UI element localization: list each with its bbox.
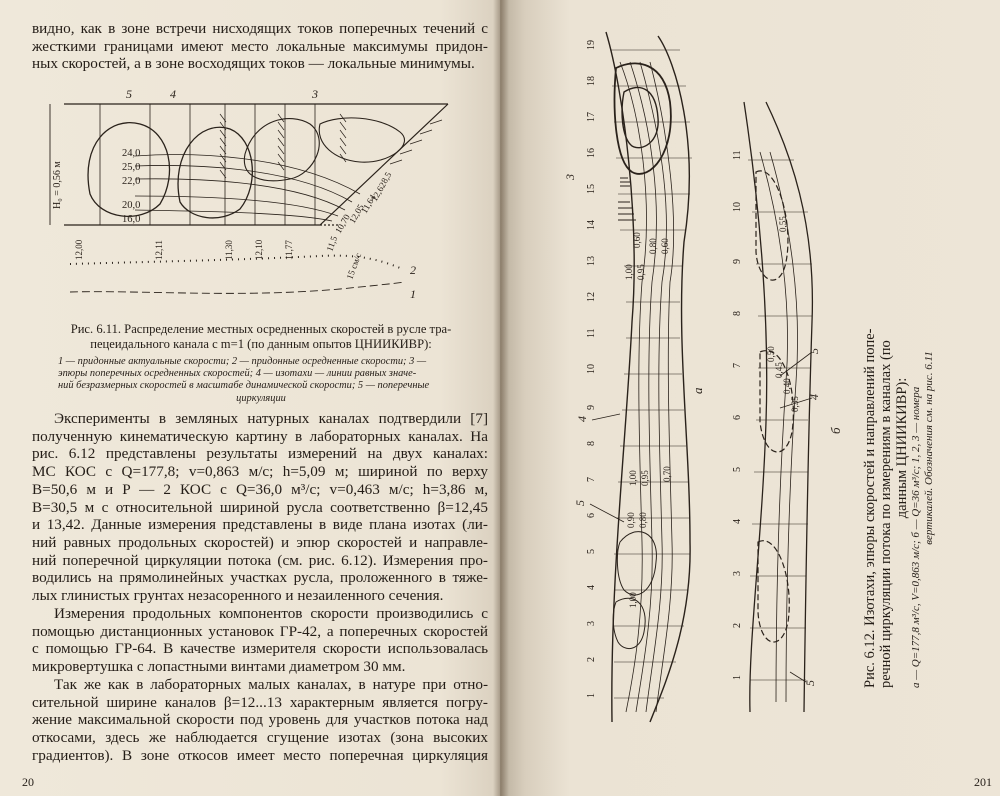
- section-number: 3: [586, 621, 597, 626]
- section-number: 10: [586, 364, 597, 374]
- section-number: 16: [586, 148, 597, 158]
- text-line: полученную кинематическую картину в лабораторных каналах. На: [32, 427, 488, 445]
- bottom-value: 11,77: [284, 240, 294, 260]
- callout-label: 1: [410, 287, 416, 301]
- text-line: откосами, здесь же наблюдается сгущение изотах (зона высоких: [32, 729, 488, 747]
- section-number: 7: [732, 363, 743, 368]
- depth-label: H₀ = 0,56 м: [52, 161, 63, 209]
- figure-6-11: [40, 84, 480, 310]
- section-number: 1: [586, 693, 597, 698]
- caption-line: речной циркуляции потока по измерениям в каналах (по: [878, 340, 894, 688]
- text-line: ных скоростей, а в зоне восходящих токов — локальные минимумы.: [32, 55, 475, 73]
- callout-label: 4: [575, 416, 589, 422]
- text-line: и 13,42. Данные измерения представлены в виде плана изотах (ли-: [32, 516, 488, 534]
- paragraph-measurements: [32, 605, 488, 676]
- contour-value: 22,0: [122, 176, 141, 187]
- slope-value: 12,62: [369, 180, 388, 203]
- section-number: 4: [732, 519, 743, 524]
- text-line: Эксперименты в земляных натурных каналах подтвердили [7]: [54, 410, 488, 427]
- callout-label: 5: [803, 680, 817, 686]
- isotach-value: 0,45: [774, 362, 784, 378]
- section-number: 2: [732, 623, 743, 628]
- book-gutter: [493, 0, 509, 796]
- paragraph-experiments: [32, 410, 488, 605]
- callout-label: 4: [807, 394, 821, 400]
- section-number: 12: [586, 292, 597, 302]
- isotach-value: 0,40: [782, 378, 792, 394]
- legend-line: циркуляции: [236, 392, 286, 404]
- legend-line: 1 — придонные актуальные скорости; 2 — придонные осредненные скорости; 3 —: [58, 356, 427, 367]
- section-number: 10: [732, 202, 743, 212]
- legend-line: эпюры поперечных осредненных скоростей; 4 — изотахи — линии равных значе-: [58, 368, 417, 380]
- text-line: ний поперечной циркуляции потока (см. рис. 6.12). Измерения про-: [32, 551, 488, 569]
- paragraph-lab-channels: [32, 676, 488, 765]
- isotach-value: 0,60: [632, 232, 642, 248]
- isotach-value: 1,00: [624, 264, 634, 280]
- isotach-value: 0,35: [790, 396, 800, 412]
- text-line: Так же как в лабораторных малых каналах, в натуре при отно-: [54, 676, 488, 693]
- text-line: водились на прямолинейных участках русла, проложенного в тяже-: [32, 569, 488, 587]
- text-line: жение максимальной скорости под уровень для участков потока над: [32, 711, 488, 729]
- slope-value: 11,64: [359, 192, 378, 215]
- section-number: 15: [586, 184, 597, 194]
- section-number: 11: [732, 150, 743, 160]
- text-line: помощью дистанционных установок ГР-42, а поперечных скоростей: [32, 622, 488, 640]
- top-paragraph: [32, 20, 488, 73]
- text-line: B=30,5 м с относительной шириной русла соответственно β=12,45: [32, 498, 488, 516]
- right-page: [500, 0, 1000, 796]
- contour-value: 16,0: [122, 214, 141, 225]
- bottom-value: 12,00: [74, 239, 84, 260]
- section-number: 8: [586, 441, 597, 446]
- isotach-value: 0,80: [648, 238, 658, 254]
- section-number: 3: [732, 571, 743, 576]
- callout-label: 2: [410, 263, 416, 277]
- figure-6-11-caption: [58, 322, 464, 352]
- figure-6-12-caption: [862, 208, 936, 688]
- slope-value: 11,5: [324, 234, 340, 253]
- slope-value: 10,70: [333, 212, 352, 235]
- section-number: 2: [586, 657, 597, 662]
- slope-value: 8,5: [379, 170, 394, 185]
- section-number: 6: [732, 415, 743, 420]
- page-number-right: 201: [974, 775, 992, 789]
- slope-value: 15 см/с: [344, 251, 364, 281]
- text-line: жесткими границами имеют место локальные максимумы придон-: [32, 37, 488, 55]
- contour-value: 25,0: [122, 162, 141, 173]
- section-number: 5: [586, 549, 597, 554]
- section-number: 1: [732, 675, 743, 680]
- caption-line: Рис. 6.11. Распределение местных осредненных скоростей в русле тра-: [70, 322, 452, 336]
- isotach-value: 0,55: [778, 216, 788, 232]
- isotach-value: 0,95: [640, 470, 650, 486]
- bottom-value: 12,11: [154, 240, 164, 260]
- section-number: 19: [586, 40, 597, 50]
- text-line: градиентов). В зоне откосов имеет место поперечная циркуляция: [32, 746, 488, 764]
- callout-label: 5: [126, 87, 132, 101]
- section-number: 18: [586, 76, 597, 86]
- section-numbers-b: [732, 150, 743, 680]
- callout-label: 3: [563, 174, 577, 180]
- isotach-value: 0,70: [662, 466, 672, 482]
- text-line: микровертушка с лопастными винтами диаметром 30 мм.: [32, 658, 406, 676]
- caption-sub-line: а — Q=177,8 м³/с, V=0,863 м/с; б — Q=36 м³/с; 1, 2, 3 — номера: [910, 386, 922, 688]
- section-numbers-a: [586, 40, 597, 698]
- isotach-value: 1,00: [628, 470, 638, 486]
- section-number: 9: [586, 405, 597, 410]
- text-line: МС КОС с Q=177,8; v=0,863 м/с; h=5,09 м; шириной по верху: [32, 463, 488, 481]
- section-number: 9: [732, 259, 743, 264]
- section-number: 14: [586, 220, 597, 230]
- section-number: 7: [586, 477, 597, 482]
- panel-label: б: [828, 427, 843, 434]
- section-number: 11: [586, 328, 597, 338]
- contour-value: 24,0: [122, 148, 141, 159]
- isotach-value: 0,60: [660, 238, 670, 254]
- text-line: B=50,6 м и P — 2 КОС с Q=36,0 м³/с; v=0,463 м/с; h=3,86 м,: [32, 480, 488, 498]
- caption-line: данным ЦНИИКИВР):: [894, 377, 910, 519]
- text-line: видно, как в зоне встречи нисходящих токов поперечных течений с: [32, 20, 488, 37]
- bottom-value: 11,30: [224, 240, 234, 260]
- text-line: лых глинистых грунтах незасоренного и незаиленного сечения.: [32, 587, 444, 605]
- isotach-value: 0,95: [636, 264, 646, 280]
- isotach-value: 1,00: [628, 592, 638, 608]
- isotach-value: 0,90: [626, 512, 636, 528]
- caption-line: пецеидального канала с m=1 (по данным опытов ЦНИИКИВР):: [90, 337, 432, 351]
- slope-value: 12,05: [347, 202, 366, 225]
- callout-label: 4: [170, 87, 176, 101]
- text-line: рис. 6.12 представлены результаты измерений на двух каналах:: [32, 445, 488, 463]
- text-line: Измерения продольных компонентов скорости производились с: [54, 605, 488, 622]
- page-number-left: 20: [22, 775, 34, 789]
- section-number: 6: [586, 513, 597, 518]
- callout-label: 5: [573, 500, 587, 506]
- text-line: сительной ширине каналов β=12...13 характерным является погру-: [32, 693, 488, 711]
- legend-line: ний безразмерных скоростей в масштабе динамической скорости; 5 — поперечные: [58, 380, 430, 392]
- isotach-value: 0,50: [766, 346, 776, 362]
- callout-label: 3: [312, 87, 318, 101]
- figure-6-11-legend: [58, 356, 464, 405]
- bottom-value: 12,10: [254, 239, 264, 260]
- caption-sub-line: вертикалей. Обозначения см. на рис. 6.11: [923, 351, 935, 545]
- section-number: 4: [586, 585, 597, 590]
- contour-value: 20,0: [122, 200, 141, 211]
- section-number: 8: [732, 311, 743, 316]
- section-number: 17: [586, 112, 597, 122]
- section-number: 5: [732, 467, 743, 472]
- text-line: ний равных продольных скоростей) и эпюр скоростей и направле-: [32, 533, 488, 551]
- caption-line: Рис. 6.12. Изотахи, эпюры скоростей и направлений попе-: [862, 328, 878, 688]
- panel-label: а: [690, 387, 705, 394]
- text-line: с помощью ГР-64. В качестве измерителя скорости использовалась: [32, 640, 488, 658]
- figure-6-12: [563, 22, 880, 734]
- callout-label: 5: [807, 348, 821, 354]
- isotach-value: 0,80: [638, 512, 648, 528]
- section-number: 13: [586, 256, 597, 266]
